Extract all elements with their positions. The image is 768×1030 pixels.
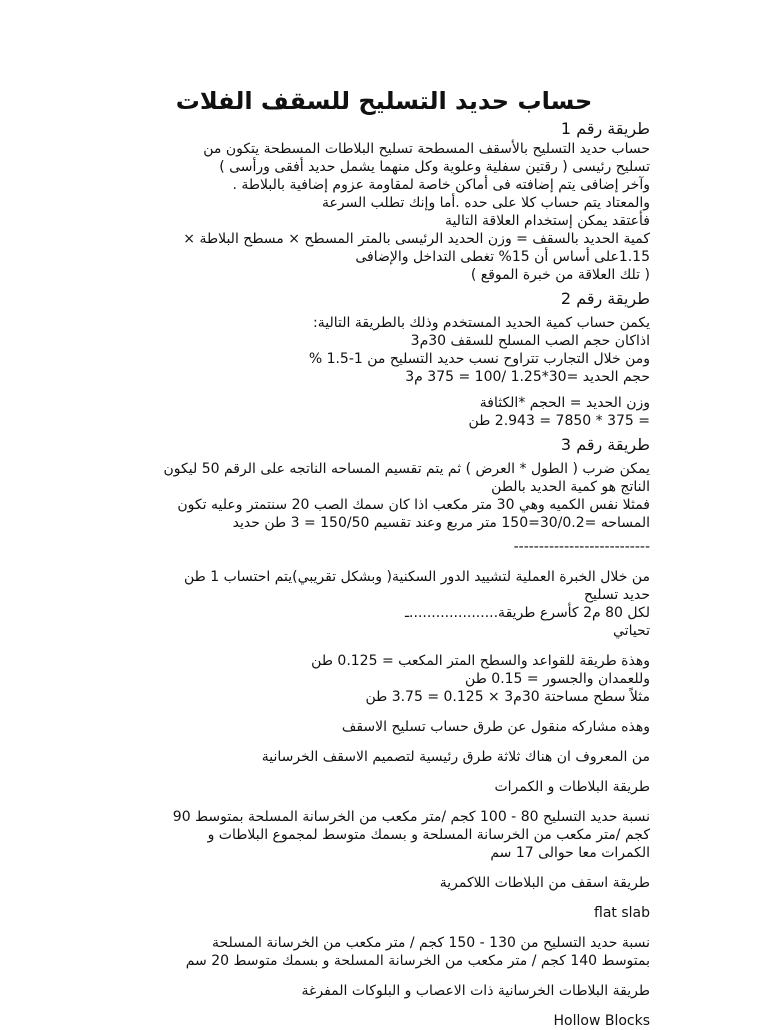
method-2-line: يكمن حساب كمية الحديد المستخدم وذلك بالطريقة التالية: <box>313 315 650 331</box>
method-2-weight-line: = 375 * 7850 = 2.943 طن <box>468 413 650 429</box>
method-3-line: المساحه =30/0.2=150 متر مربع وعند تقسيم 150/50 = 3 طن حديد <box>232 515 650 531</box>
method-1-heading: طريقة رقم 1 <box>560 119 650 138</box>
slabs-beams-line: نسبة حديد التسليح 80 - 100 كجم /متر مكعب من الخرسانة المسلحة بمتوسط 90 <box>172 809 650 825</box>
slabs-beams-line: الكمرات معا حوالى 17 سم <box>490 845 650 861</box>
ribbed-heading: طريقة البلاطات الخرسانية ذات الاعصاب و البلوكات المفرغة <box>301 983 650 999</box>
method-2-heading: طريقة رقم 2 <box>560 289 650 308</box>
method-1-line: ( تلك العلاقة من خبرة الموقع ) <box>470 267 650 283</box>
experience-line: حديد تسليح <box>584 587 650 603</box>
method-3-heading: طريقة رقم 3 <box>560 435 650 454</box>
method-2-line: ومن خلال التجارب تتراوح نسب حديد التسليح من 1-1.5 % <box>308 351 650 367</box>
method-1-line: كمية الحديد بالسقف = وزن الحديد الرئيسى بالمتر المسطح × مسطح البلاطة × <box>183 231 650 247</box>
method-1-line: حساب حديد التسليح بالأسقف المسطحة تسليح البلاطات المسطحة يتكون من <box>203 141 650 157</box>
systems-intro: من المعروف ان هناك ثلاثة طرق رئيسية لتصميم الاسقف الخرسانية <box>261 749 650 765</box>
experience-line: من خلال الخبرة العملية لتشييد الدور السكنية( وبشكل تقريبي)يتم احتساب 1 طن <box>183 569 650 585</box>
flat-slab-english-label: flat slab <box>594 905 650 921</box>
slabs-beams-heading: طريقة البلاطات و الكمرات <box>494 779 650 795</box>
method-3-line: الناتج هو كمية الحديد بالطن <box>491 479 650 495</box>
footings-line: وللعمدان والجسور = 0.15 طن <box>465 671 650 687</box>
experience-line: لكل 80 م2 كأسرع طريقة....................ـ <box>404 605 650 621</box>
flat-slab-line: بمتوسط 140 كجم / متر مكعب من الخرسانة المسلحة و بسمك متوسط 20 سم <box>185 953 650 969</box>
footings-line: مثلاً سطح مساحتة 30م3 × 0.125 = 3.75 طن <box>365 689 650 705</box>
method-1-line: والمعتاد يتم حساب كلا على حده .أما وإنك تطلب السرعة <box>321 195 650 211</box>
method-3-line: فمثلا نفس الكميه وهي 30 متر مكعب اذا كان سمك الصب 20 سنتمتر وعليه تكون <box>177 497 650 513</box>
method-2-line: حجم الحديد =30*1.25 /100 = 375 م3 <box>405 369 650 385</box>
method-2-weight-line: وزن الحديد = الحجم *الكثافة <box>479 395 650 411</box>
method-1-line: وآخر إضافى يتم إضافته فى أماكن خاصة لمقاومة عزوم إضافية بالبلاطة . <box>232 177 650 193</box>
ribbed-english-label: Hollow Blocks <box>553 1013 650 1029</box>
method-1-line: تسليح رئيسى ( رقتين سفلية وعلوية وكل منهما يشمل حديد أفقى ورأسى ) <box>219 159 650 175</box>
share-note: وهذه مشاركه منقول عن طرق حساب تسليح الاسقف <box>341 719 650 735</box>
method-3-line: يمكن ضرب ( الطول * العرض ) ثم يتم تقسيم المساحه الناتجه على الرقم 50 ليكون <box>163 461 650 477</box>
experience-line: تحياتي <box>613 623 650 639</box>
method-1-line: 1.15على أساس أن 15% تغطى التداخل والإضافى <box>355 249 650 265</box>
document-title: حساب حديد التسليح للسقف الفلات <box>175 87 593 115</box>
flat-slab-heading: طريقة اسقف من البلاطات اللاكمرية <box>439 875 650 891</box>
section-divider: --------------------------- <box>513 539 650 555</box>
flat-slab-line: نسبة حديد التسليح من 130 - 150 كجم / متر مكعب من الخرسانة المسلحة <box>212 935 650 951</box>
document-body <box>122 118 650 1030</box>
footings-line: وهذة طريقة للقواعد والسطح المتر المكعب = 0.125 طن <box>311 653 650 669</box>
slabs-beams-line: كجم /متر مكعب من الخرسانة المسلحة و بسمك متوسط لمجموع البلاطات و <box>207 827 650 843</box>
method-2-line: اذاكان حجم الصب المسلح للسقف 30م3 <box>410 333 650 349</box>
method-1-line: فأعتقد يمكن إستخدام العلاقة التالية <box>444 213 650 229</box>
